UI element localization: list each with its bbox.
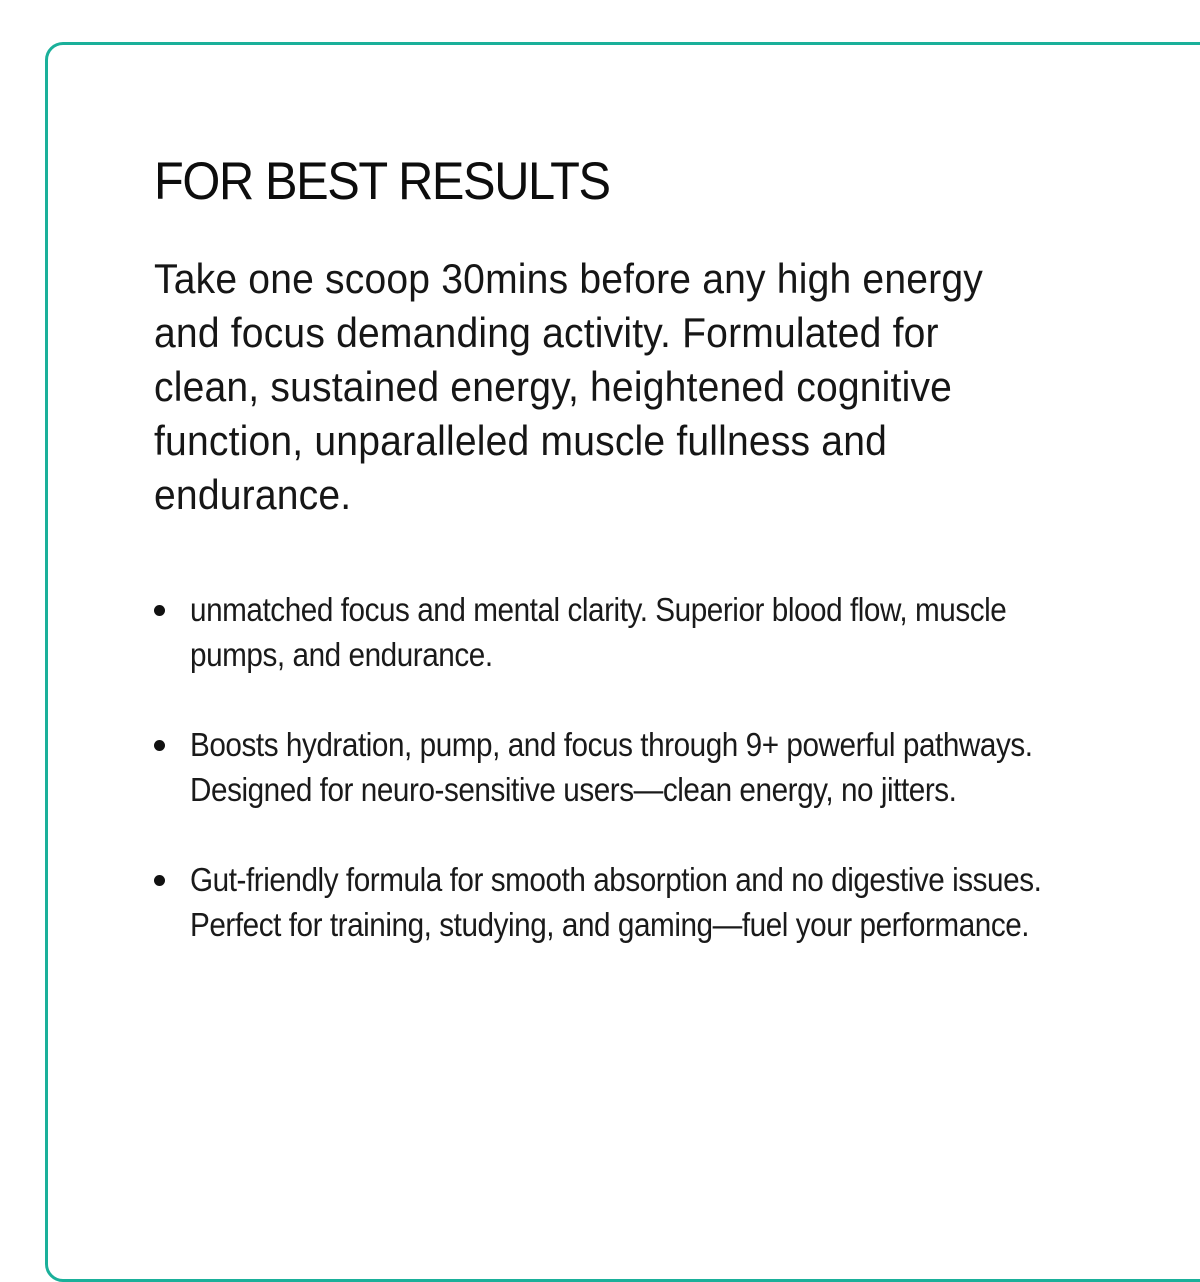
list-item	[152, 857, 1112, 947]
benefits-list	[152, 587, 1112, 992]
page-title: FOR BEST RESULTS	[154, 152, 610, 211]
list-item-text: Gut-friendly formula for smooth absorption and no digestive issues. Perfect for training, studying, and gaming—fuel your performance.	[190, 861, 1042, 943]
list-item-text: unmatched focus and mental clarity. Superior blood flow, muscle pumps, and endurance.	[190, 591, 1007, 673]
list-item	[152, 722, 1112, 812]
bullet-icon	[154, 605, 165, 616]
intro-paragraph: Take one scoop 30mins before any high energy and focus demanding activity. Formulated for clean, sustained energy, heightened cognitive function, unparalleled muscle fullness and endurance.	[154, 255, 983, 518]
bullet-icon	[154, 740, 165, 751]
list-item-text: Boosts hydration, pump, and focus through 9+ powerful pathways. Designed for neuro-sensitive users—clean energy, no jitters.	[190, 726, 1033, 808]
bullet-icon	[154, 875, 165, 886]
list-item	[152, 587, 1112, 677]
